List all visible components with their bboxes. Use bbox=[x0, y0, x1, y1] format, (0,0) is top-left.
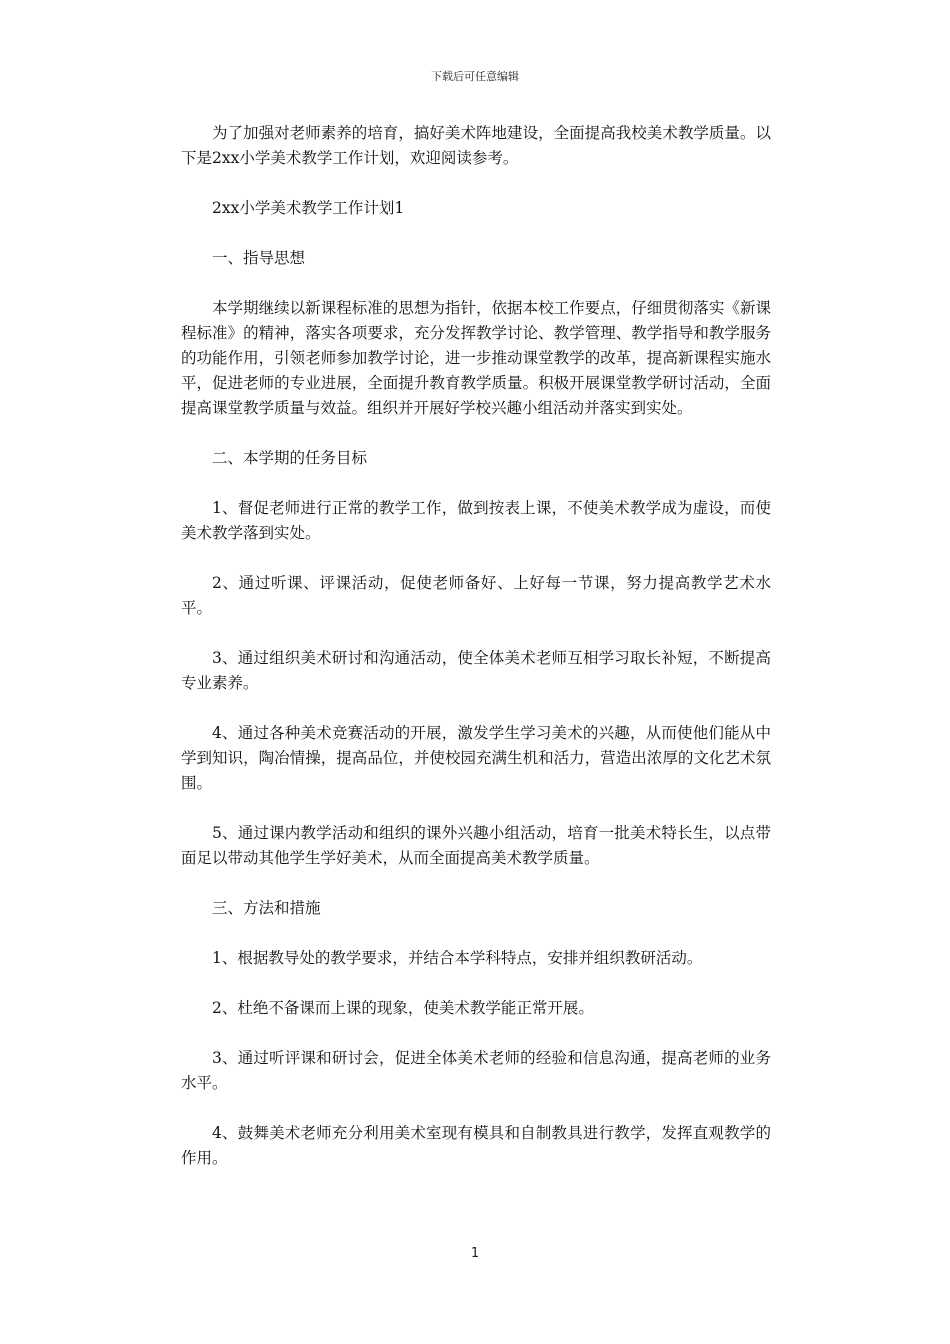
section-heading-2: 二、本学期的任务目标 bbox=[212, 449, 368, 467]
page-number: 1 bbox=[470, 1246, 480, 1261]
method-item-3: 3、通过听评课和研讨会，促进全体美术老师的经验和信息沟通，提高老师的业务水平。 bbox=[181, 1049, 771, 1092]
goal-item-4: 4、通过各种美术竞赛活动的开展，激发学生学习美术的兴趣，从而使他们能从中学到知识，陶冶情操，提高品位，并使校园充满生机和活力，营造出浓厚的文化艺术氛围。 bbox=[181, 724, 771, 792]
page-header: 下载后可任意编辑 bbox=[431, 70, 519, 83]
guiding-thought-paragraph: 本学期继续以新课程标准的思想为指针，依据本校工作要点，仔细贯彻落实《新课程标准》的精神，落实各项要求，充分发挥教学讨论、教学管理、教学指导和教学服务的功能作用，引领老师参加教学讨论，进一步推动课堂教学的改革，提高新课程实施水平，促进老师的专业进展，全面提升教育教学质量。积极开展课堂教学研讨活动，全面提高课堂教学质量与效益。组织并开展好学校兴趣小组活动并落实到实处。 bbox=[181, 299, 771, 417]
method-item-1: 1、根据教导处的教学要求，并结合本学科特点，安排并组织教研活动。 bbox=[212, 949, 703, 967]
method-item-2: 2、杜绝不备课而上课的现象，使美术教学能正常开展。 bbox=[212, 999, 594, 1017]
section-heading-1: 一、指导思想 bbox=[212, 249, 306, 267]
goal-item-1: 1、督促老师进行正常的教学工作，做到按表上课，不使美术教学成为虚设，而使美术教学落到实处。 bbox=[181, 499, 771, 542]
method-item-4: 4、鼓舞美术老师充分利用美术室现有模具和自制教具进行教学，发挥直观教学的作用。 bbox=[181, 1124, 771, 1167]
intro-paragraph: 为了加强对老师素养的培育，搞好美术阵地建设，全面提高我校美术教学质量。以下是2xx小学美术教学工作计划，欢迎阅读参考。 bbox=[181, 124, 771, 167]
goal-item-3: 3、通过组织美术研讨和沟通活动，使全体美术老师互相学习取长补短，不断提高专业素养。 bbox=[181, 649, 771, 692]
goal-item-2: 2、通过听课、评课活动，促使老师备好、上好每一节课，努力提高教学艺术水平。 bbox=[181, 574, 771, 617]
goal-item-5: 5、通过课内教学活动和组织的课外兴趣小组活动，培育一批美术特长生，以点带面足以带动其他学生学好美术，从而全面提高美术教学质量。 bbox=[181, 824, 771, 867]
section-heading-3: 三、方法和措施 bbox=[212, 899, 321, 917]
document-body bbox=[181, 121, 771, 1171]
plan-title: 2xx小学美术教学工作计划1 bbox=[212, 199, 405, 217]
